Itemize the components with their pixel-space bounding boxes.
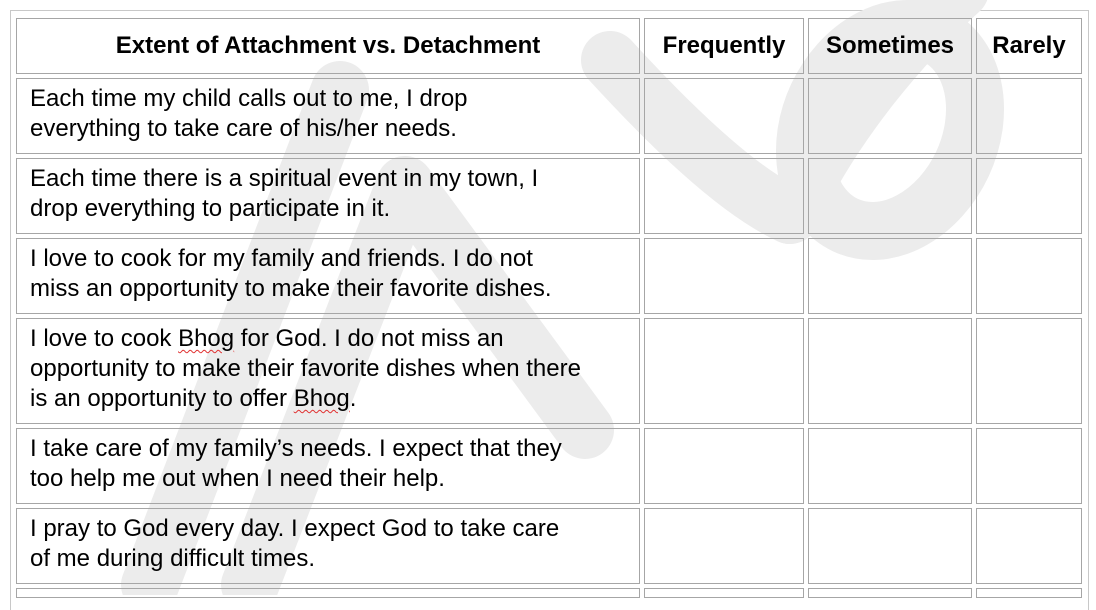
frequently-cell[interactable] [644, 78, 804, 154]
frequently-cell[interactable] [644, 158, 804, 234]
spellcheck-flagged-word[interactable]: Bhog [293, 385, 350, 412]
rarely-cell[interactable] [976, 238, 1082, 314]
statement-line: too help me out when I need their help. [30, 465, 445, 492]
table-row [16, 428, 1082, 504]
statement-text: for God. I do not miss an [234, 325, 504, 352]
frequently-cell[interactable] [644, 318, 804, 424]
table-row [16, 158, 1082, 234]
frequently-cell[interactable] [644, 428, 804, 504]
sometimes-cell[interactable] [808, 508, 972, 584]
spellcheck-flagged-word[interactable]: Bhog [178, 325, 235, 352]
statement-line: I love to cook for my family and friends. I do not [30, 245, 533, 272]
statement-line: drop everything to participate in it. [30, 195, 391, 222]
statement-line: Each time there is a spiritual event in my town, I [30, 165, 539, 192]
header-statement: Extent of Attachment vs. Detachment [16, 18, 640, 74]
rarely-cell[interactable] [976, 78, 1082, 154]
rarely-cell[interactable] [976, 588, 1082, 598]
rarely-cell[interactable] [976, 318, 1082, 424]
statement-line: everything to take care of his/her needs. [30, 115, 457, 142]
statement-text: I love to cook [30, 325, 179, 352]
table-row [16, 508, 1082, 584]
frequently-cell[interactable] [644, 588, 804, 598]
statement-cell [16, 588, 640, 598]
sometimes-cell[interactable] [808, 238, 972, 314]
statement-line: of me during difficult times. [30, 545, 316, 572]
statement-text: . [349, 385, 357, 412]
statement-line: I pray to God every day. I expect God to take care [30, 515, 560, 542]
rarely-cell[interactable] [976, 508, 1082, 584]
statement-line: I take care of my family’s needs. I expect that they [30, 435, 562, 462]
sometimes-cell[interactable] [808, 428, 972, 504]
statement-line: miss an opportunity to make their favorite dishes. [30, 275, 552, 302]
statement-cell [16, 78, 640, 154]
table-row-partial [16, 588, 1082, 598]
statement-cell [16, 428, 640, 504]
statement-line: opportunity to make their favorite dishes when there [30, 355, 581, 382]
statement-line: Each time my child calls out to me, I drop [30, 85, 468, 112]
table-row [16, 318, 1082, 424]
header-rarely: Rarely [976, 18, 1082, 74]
statement-cell [16, 508, 640, 584]
sometimes-cell[interactable] [808, 588, 972, 598]
rarely-cell[interactable] [976, 158, 1082, 234]
statement-text: is an opportunity to offer [30, 385, 294, 412]
header-sometimes: Sometimes [808, 18, 972, 74]
statement-cell [16, 318, 640, 424]
sometimes-cell[interactable] [808, 318, 972, 424]
frequently-cell[interactable] [644, 508, 804, 584]
header-frequently: Frequently [644, 18, 804, 74]
sometimes-cell[interactable] [808, 78, 972, 154]
statement-cell [16, 238, 640, 314]
attachment-survey-table [12, 14, 1086, 602]
header-row [16, 18, 1082, 74]
table-row [16, 238, 1082, 314]
sometimes-cell[interactable] [808, 158, 972, 234]
table-row [16, 78, 1082, 154]
rarely-cell[interactable] [976, 428, 1082, 504]
frequently-cell[interactable] [644, 238, 804, 314]
statement-cell [16, 158, 640, 234]
